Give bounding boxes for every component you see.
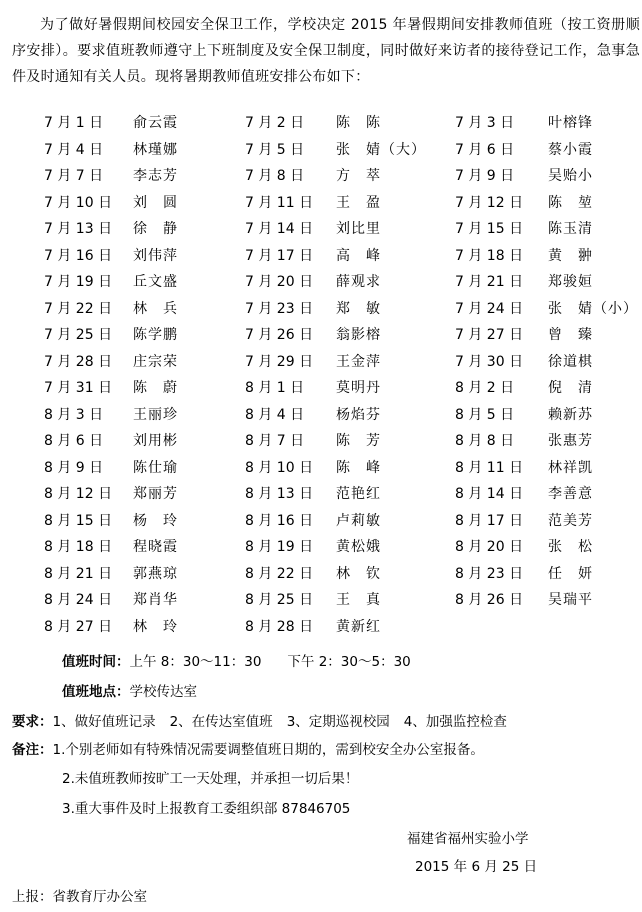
- duty-date: 7 月 21 日: [455, 274, 524, 290]
- duty-date: 7 月 28 日: [44, 353, 113, 370]
- duty-date: 8 月 16 日: [245, 512, 314, 529]
- teacher-name: 陈 蔚: [133, 380, 178, 396]
- teacher-name: 高 峰: [336, 247, 381, 264]
- duty-date: 8 月 6 日: [44, 433, 104, 449]
- teacher-name: 郑 敏: [336, 300, 381, 317]
- duty-roster: [0, 110, 642, 640]
- teacher-name: 黄松娥: [336, 539, 381, 555]
- duty-date: 7 月 8 日: [245, 168, 305, 184]
- teacher-name: 陈玉清: [548, 221, 593, 237]
- duty-date: 7 月 10 日: [44, 194, 113, 211]
- duty-date: 7 月 18 日: [455, 247, 524, 264]
- duty-date: 8 月 9 日: [44, 459, 104, 476]
- duty-date: 7 月 3 日: [455, 115, 515, 131]
- teacher-name: 林 玲: [133, 618, 178, 635]
- duty-date: 8 月 23 日: [455, 565, 524, 582]
- roster-row: [0, 216, 642, 243]
- signer-organization: 福建省福州实验小学: [407, 831, 529, 847]
- duty-date: 7 月 30 日: [455, 353, 524, 370]
- duty-date: 7 月 11 日: [245, 194, 314, 211]
- duty-date: 7 月 7 日: [44, 168, 104, 184]
- duty-date: 7 月 13 日: [44, 221, 113, 237]
- teacher-name: 翁影榕: [336, 327, 381, 343]
- teacher-name: 程晓霞: [133, 539, 178, 555]
- duty-date: 7 月 27 日: [455, 327, 524, 343]
- duty-date: 8 月 24 日: [44, 592, 113, 608]
- duty-date: 8 月 28 日: [245, 618, 314, 635]
- duty-date: 7 月 16 日: [44, 247, 113, 264]
- teacher-name: 黄新红: [336, 618, 381, 635]
- teacher-name: 郑丽芳: [133, 486, 178, 502]
- teacher-name: 张惠芳: [548, 433, 593, 449]
- duty-time-line: [62, 650, 411, 670]
- roster-row: [0, 137, 642, 164]
- duty-date: 8 月 11 日: [455, 459, 524, 476]
- duty-date: 7 月 26 日: [245, 327, 314, 343]
- roster-row: [0, 428, 642, 455]
- duty-date: 8 月 10 日: [245, 459, 314, 476]
- roster-row: [0, 614, 642, 641]
- teacher-name: 李善意: [548, 486, 593, 502]
- duty-date: 7 月 15 日: [455, 221, 524, 237]
- note-item: 1.个别老师如有特殊情况需要调整值班日期的，需到校安全办公室报备。: [52, 742, 484, 758]
- report-to-line: 上报：省教育厅办公室: [12, 889, 147, 905]
- duty-date: 8 月 19 日: [245, 539, 314, 555]
- duty-date: 8 月 21 日: [44, 565, 113, 582]
- roster-row: [0, 163, 642, 190]
- duty-date: 7 月 14 日: [245, 221, 314, 237]
- teacher-name: 刘比里: [336, 221, 381, 237]
- duty-date: 8 月 7 日: [245, 433, 305, 449]
- duty-date: 8 月 25 日: [245, 592, 314, 608]
- duty-date: 7 月 5 日: [245, 141, 305, 158]
- duty-date: 8 月 5 日: [455, 406, 515, 423]
- roster-row: [0, 243, 642, 270]
- teacher-name: 刘用彬: [133, 433, 178, 449]
- teacher-name: 丘文盛: [133, 274, 178, 290]
- duty-date: 7 月 29 日: [245, 353, 314, 370]
- requirement-item: 4、加强监控检查: [403, 714, 507, 730]
- teacher-name: 范艳红: [336, 486, 381, 502]
- duty-time-afternoon: 下午 2：30～5：30: [287, 654, 411, 670]
- roster-row: [0, 455, 642, 482]
- duty-date: 8 月 15 日: [44, 512, 113, 529]
- duty-date: 8 月 8 日: [455, 433, 515, 449]
- duty-date: 8 月 17 日: [455, 512, 524, 529]
- roster-row: [0, 481, 642, 508]
- teacher-name: 吴瑞平: [548, 592, 593, 608]
- teacher-name: 陈 峰: [336, 459, 381, 476]
- duty-date: 7 月 1 日: [44, 115, 104, 131]
- teacher-name: 林 钦: [336, 565, 381, 582]
- teacher-name: 卢莉敏: [336, 512, 381, 529]
- duty-date: 7 月 4 日: [44, 141, 104, 158]
- duty-date: 7 月 25 日: [44, 327, 113, 343]
- teacher-name: 莫明丹: [336, 380, 381, 396]
- teacher-name: 陈学鹏: [133, 327, 178, 343]
- duty-date: 8 月 13 日: [245, 486, 314, 502]
- teacher-name: 俞云霞: [133, 115, 178, 131]
- duty-date: 7 月 22 日: [44, 300, 113, 317]
- teacher-name: 叶榕锋: [548, 115, 593, 131]
- duty-date: 8 月 20 日: [455, 539, 524, 555]
- teacher-name: 赖新苏: [548, 406, 593, 423]
- signature-date: 2015 年 6 月 25 日: [415, 859, 538, 875]
- roster-row: [0, 190, 642, 217]
- roster-row: [0, 269, 642, 296]
- teacher-name: 张 婧（小）: [548, 300, 638, 317]
- teacher-name: 徐 静: [133, 221, 178, 237]
- intro-paragraph: 为了做好暑假期间校园安全保卫工作，学校决定 2015 年暑假期间安排教师值班（按工资册顺序安排）。要求值班教师遵守上下班制度及安全保卫制度，同时做好来访者的接待登记工作，急事急件及时通知有关人员。现将暑期教师值班安排公布如下：: [12, 17, 640, 85]
- teacher-name: 郑肖华: [133, 592, 178, 608]
- requirement-item: 2、在传达室值班: [169, 714, 273, 730]
- duty-date: 7 月 31 日: [44, 380, 113, 396]
- note-item: 2.未值班教师按旷工一天处理，并承担一切后果！: [62, 771, 359, 787]
- roster-row: [0, 587, 642, 614]
- teacher-name: 张 松: [548, 539, 593, 555]
- teacher-name: 薛观求: [336, 274, 381, 290]
- duty-date: 8 月 14 日: [455, 486, 524, 502]
- teacher-name: 林 兵: [133, 300, 178, 317]
- teacher-name: 曾 臻: [548, 327, 593, 343]
- roster-row: [0, 375, 642, 402]
- roster-row: [0, 110, 642, 137]
- teacher-name: 王 真: [336, 592, 381, 608]
- teacher-name: 陈 芳: [336, 433, 381, 449]
- teacher-name: 郑骏姮: [548, 274, 593, 290]
- roster-row: [0, 296, 642, 323]
- roster-row: [0, 508, 642, 535]
- duty-date: 7 月 24 日: [455, 300, 524, 317]
- teacher-name: 陈 堃: [548, 194, 593, 211]
- teacher-name: 杨焰芬: [336, 406, 381, 423]
- teacher-name: 吴贻小: [548, 168, 593, 184]
- teacher-name: 杨 玲: [133, 512, 178, 529]
- teacher-name: 倪 清: [548, 380, 593, 396]
- roster-row: [0, 561, 642, 588]
- duty-time-label: 值班时间：: [62, 654, 130, 670]
- roster-row: [0, 349, 642, 376]
- teacher-name: 方 萃: [336, 168, 381, 184]
- teacher-name: 范美芳: [548, 512, 593, 529]
- duty-date: 8 月 18 日: [44, 539, 113, 555]
- requirements-label: 要求：: [12, 714, 53, 730]
- requirements-line: [12, 710, 507, 730]
- teacher-name: 张 婧（大）: [336, 141, 426, 158]
- teacher-name: 王 盈: [336, 194, 381, 211]
- duty-date: 7 月 9 日: [455, 168, 515, 184]
- requirement-item: 3、定期巡视校园: [286, 714, 390, 730]
- duty-date: 7 月 23 日: [245, 300, 314, 317]
- teacher-name: 刘伟萍: [133, 247, 178, 264]
- duty-date: 7 月 20 日: [245, 274, 314, 290]
- note-item: 3.重大事件及时上报教育工委组织部 87846705: [62, 801, 351, 817]
- duty-date: 8 月 1 日: [245, 380, 305, 396]
- roster-row: [0, 322, 642, 349]
- duty-date: 8 月 3 日: [44, 406, 104, 423]
- duty-place-line: [62, 680, 197, 700]
- duty-date: 8 月 27 日: [44, 618, 113, 635]
- duty-date: 8 月 12 日: [44, 486, 113, 502]
- notes-line-1: [12, 738, 484, 758]
- duty-date: 8 月 22 日: [245, 565, 314, 582]
- duty-place-label: 值班地点：: [62, 684, 130, 700]
- duty-date: 7 月 12 日: [455, 194, 524, 211]
- teacher-name: 庄宗荣: [133, 353, 178, 370]
- teacher-name: 陈仕瑜: [133, 459, 178, 476]
- teacher-name: 李志芳: [133, 168, 178, 184]
- teacher-name: 黄 翀: [548, 247, 593, 264]
- duty-date: 7 月 17 日: [245, 247, 314, 264]
- notes-label: 备注：: [12, 742, 53, 758]
- teacher-name: 陈 陈: [336, 115, 381, 131]
- duty-date: 8 月 26 日: [455, 592, 524, 608]
- roster-row: [0, 402, 642, 429]
- duty-date: 7 月 19 日: [44, 274, 113, 290]
- teacher-name: 蔡小霞: [548, 141, 593, 158]
- duty-date: 8 月 4 日: [245, 406, 305, 423]
- duty-date: 7 月 6 日: [455, 141, 515, 158]
- duty-date: 8 月 2 日: [455, 380, 515, 396]
- teacher-name: 林祥凯: [548, 459, 593, 476]
- teacher-name: 王金萍: [336, 353, 381, 370]
- duty-place-value: 学校传达室: [129, 684, 197, 700]
- teacher-name: 徐道棋: [548, 353, 593, 370]
- requirement-item: 1、做好值班记录: [52, 714, 156, 730]
- teacher-name: 任 妍: [548, 565, 593, 582]
- teacher-name: 林瑾娜: [133, 141, 178, 158]
- teacher-name: 刘 圆: [133, 194, 178, 211]
- duty-date: 7 月 2 日: [245, 115, 305, 131]
- roster-row: [0, 534, 642, 561]
- teacher-name: 王丽珍: [133, 406, 178, 423]
- duty-time-morning: 上午 8：30～11：30: [129, 654, 262, 670]
- teacher-name: 郭燕琼: [133, 565, 178, 582]
